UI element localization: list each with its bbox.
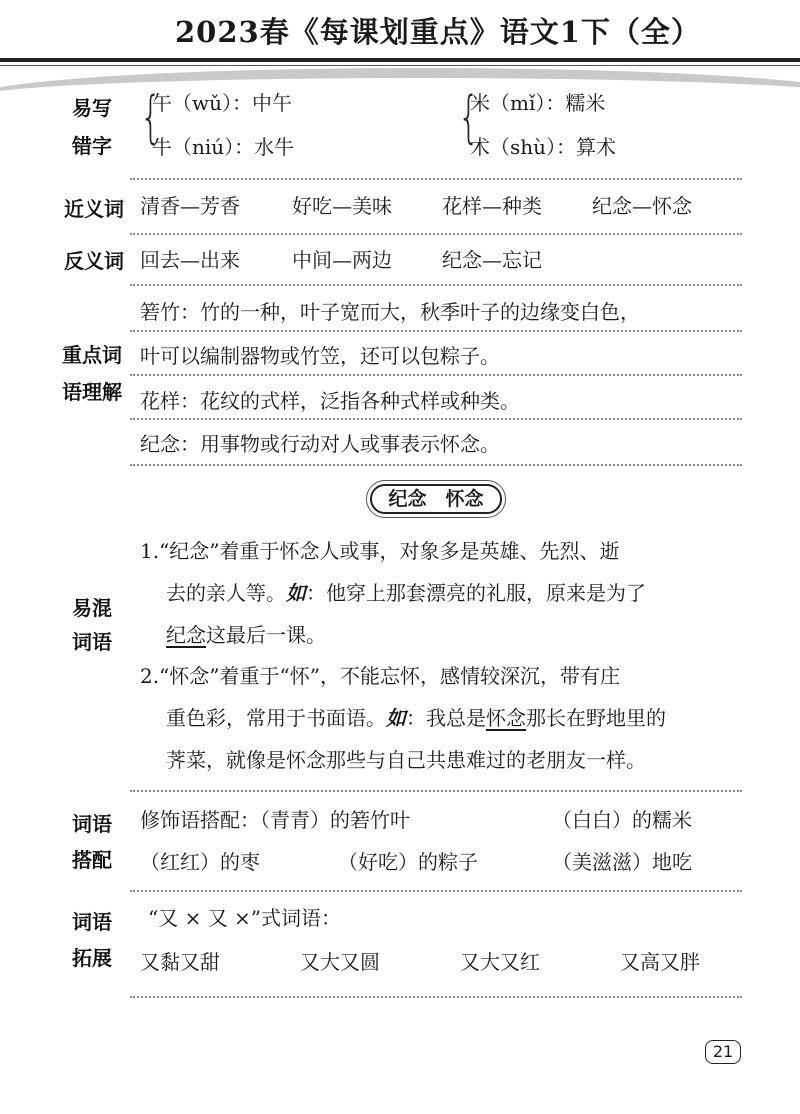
divider xyxy=(130,374,742,376)
section-label-tuozhan-1: 词语 xyxy=(72,910,112,934)
fanyi-item-3: 纪念—忘记 xyxy=(442,248,542,272)
section-label-jinyi: 近义词 xyxy=(64,197,124,221)
expansion-item: 又大又圆 xyxy=(300,950,380,974)
jinyi-item-1: 清香—芳香 xyxy=(140,194,240,218)
section-label-zhongdian-1: 重点词 xyxy=(62,343,122,367)
yixie-right-1: 米（mǐ）：糯米 xyxy=(470,91,606,115)
compare-item-1-line-2: 去的亲人等。如：他穿上那套漂亮的礼服，原来是为了 xyxy=(166,581,646,605)
brace-left: { xyxy=(140,85,162,150)
divider xyxy=(130,233,742,235)
page-number: 21 xyxy=(705,1040,741,1064)
header-rule xyxy=(0,58,800,62)
collocation-item: （红红）的枣 xyxy=(140,850,260,874)
section-label-yihun-1: 易混 xyxy=(72,596,112,620)
definition-line-4: 纪念：用事物或行动对人或事表示怀念。 xyxy=(140,432,500,456)
divider xyxy=(130,418,742,420)
collocation-intro: 修饰语搭配：（青青）的箬竹叶 xyxy=(140,808,410,832)
divider xyxy=(130,890,742,892)
section-label-tuozhan-2: 拓展 xyxy=(72,946,112,970)
definition-line-3: 花样：花纹的式样，泛指各种式样或种类。 xyxy=(140,389,520,413)
section-label-yixie-2: 错字 xyxy=(72,134,112,158)
section-label-yihun-2: 词语 xyxy=(72,630,112,654)
divider xyxy=(130,330,742,332)
compare-item-2-line-2: 重色彩，常用于书面语。如：我总是怀念那长在野地里的 xyxy=(166,706,666,730)
section-label-fanyi: 反义词 xyxy=(64,249,124,273)
jinyi-item-3: 花样—种类 xyxy=(442,194,542,218)
compare-heading: 纪念 怀念 xyxy=(370,484,502,514)
page-title: 2023春《每课划重点》语文1下（全） xyxy=(175,15,701,49)
fanyi-item-2: 中间—两边 xyxy=(292,248,392,272)
section-label-yixie-1: 易写 xyxy=(72,96,112,120)
compare-item-2-line-1: 2.“怀念”着重于“怀”，不能忘怀，感情较深沉，带有庄 xyxy=(140,664,620,688)
jinyi-item-4: 纪念—怀念 xyxy=(592,194,692,218)
collocation-item: （美滋滋）地吃 xyxy=(552,850,692,874)
divider xyxy=(130,790,742,792)
section-label-dapei-2: 搭配 xyxy=(72,848,112,872)
decorative-arc xyxy=(0,68,800,128)
fanyi-item-1: 回去—出来 xyxy=(140,248,240,272)
section-label-dapei-1: 词语 xyxy=(72,812,112,836)
expansion-item: 又大又红 xyxy=(460,950,540,974)
yixie-left-2: 牛（niú）：水牛 xyxy=(152,135,295,159)
jinyi-item-2: 好吃—美味 xyxy=(292,194,392,218)
divider xyxy=(130,996,742,998)
divider xyxy=(130,464,742,466)
compare-item-1-line-3: 纪念这最后一课。 xyxy=(166,623,326,647)
collocation-item: （好吃）的粽子 xyxy=(338,850,478,874)
definition-line-2: 叶可以编制器物或竹笠，还可以包粽子。 xyxy=(140,344,500,368)
yixie-right-2: 术（shù）：算术 xyxy=(470,135,617,159)
expansion-item: 又高又胖 xyxy=(620,950,700,974)
definition-line-1: 箬竹：竹的一种，叶子宽而大，秋季叶子的边缘变白色， xyxy=(140,300,640,324)
yixie-left-1: 午（wǔ）：中午 xyxy=(152,91,292,115)
brace-right: { xyxy=(458,85,480,150)
collocation-item: （白白）的糯米 xyxy=(552,808,692,832)
divider xyxy=(130,284,742,286)
compare-item-2-line-3: 荠菜，就像是怀念那些与自己共患难过的老朋友一样。 xyxy=(166,748,646,772)
compare-item-1-line-1: 1.“纪念”着重于怀念人或事，对象多是英雄、先烈、逝 xyxy=(140,539,620,563)
section-label-zhongdian-2: 语理解 xyxy=(62,380,122,404)
expansion-item: 又黏又甜 xyxy=(140,950,220,974)
divider xyxy=(130,178,742,180)
expansion-intro: “又 × 又 ×”式词语： xyxy=(148,906,342,930)
header-rule-thin xyxy=(0,65,800,66)
